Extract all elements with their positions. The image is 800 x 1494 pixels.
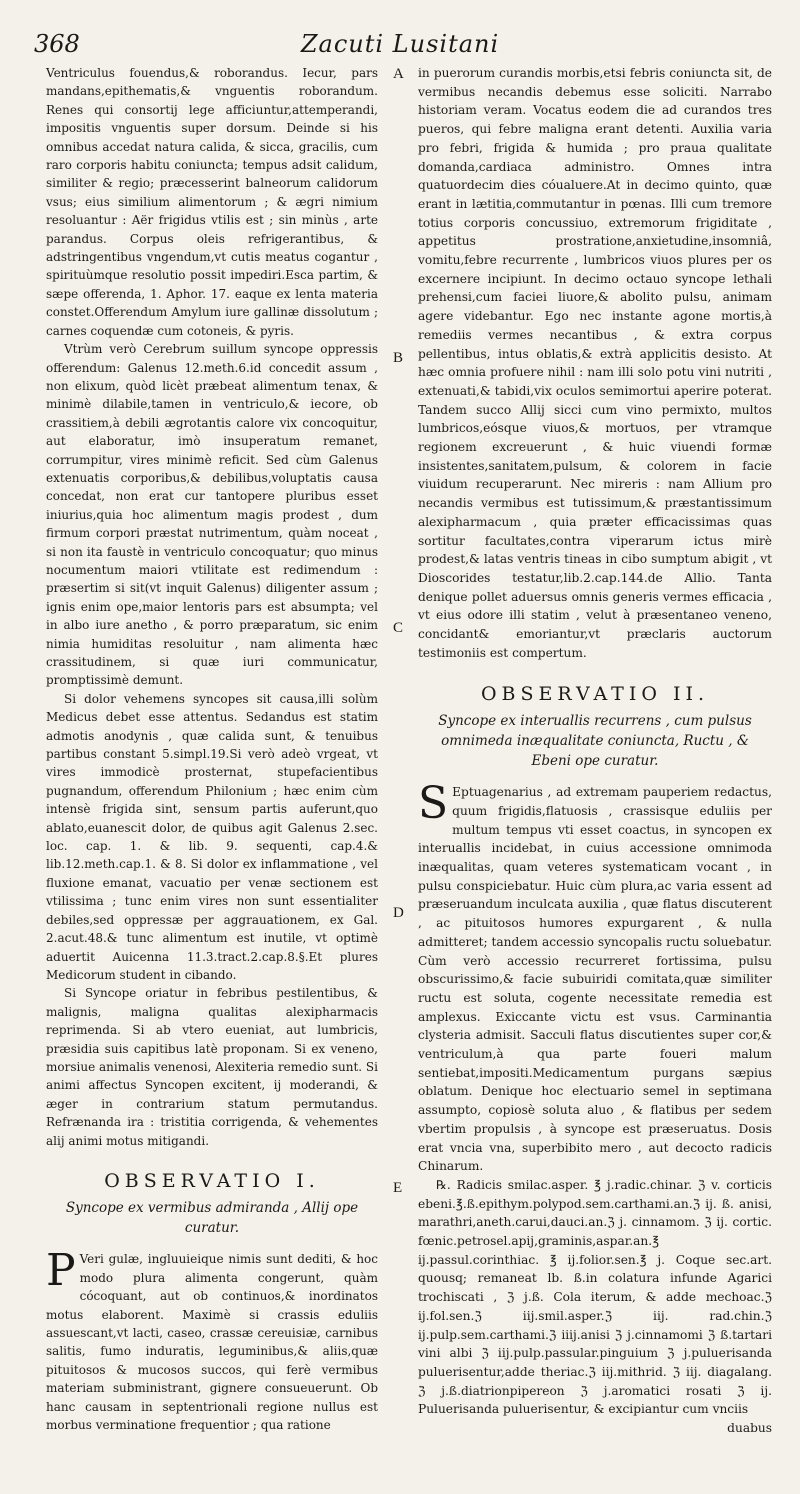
left-column	[46, 64, 378, 1434]
running-title: Zacuti Lusitani	[300, 30, 500, 58]
observatio-2-title: OBSERVATIO II.	[480, 682, 709, 705]
margin-letter: E	[393, 1180, 403, 1196]
page-number: 368	[34, 30, 80, 58]
observatio-1-body	[46, 1245, 378, 1434]
observatio-2-body	[418, 778, 772, 1176]
paragraph: Si dolor vehemens syncopes sit causa,illi solùm Medicus debet esse attentus. Sedandus est statim admotis anodynis , quæ calida sunt, & tenuibus partibus constant 5.simpl.19.Si verò adeò vrgeat, vt vires immodicè prosternat, stupefacientibus pugnandum, offerendum Philonium ; hæc enim cùm intensè frigida sint, sensum partis auferunt,quo ablato,euanescit dolor, de quibus agit Galenus 2.sec. loc. cap. 1. & lib. 9. sequenti, cap.4.& lib.12.meth.cap.1. & 8. Si dolor ex inflammatione , vel fluxione emanat, vacuatio per venæ sectionem est vtilissima ; tunc enim vires non sunt essentialiter debiles,sed oppressæ per aggrauationem, ex Gal. 2.acut.48.& tunc alimentum est inutile, vt optimè aduertit Auicenna 11.3.tract.2.cap.8.§.Et plures Medicorum student in cibando.	[46, 691, 378, 982]
paragraph: Vtrùm verò Cerebrum suillum syncope oppressis offerendum: Galenus 12.meth.6.id concedit assum , non elixum, quòd licèt præbeat alimentum tenax, & minimè dilabile,tamen in ventriculo,& iecore, ob crassitiem,à debili ægrotantis calore vix concoquitur, aut elaboratur, imò insuperatum remanet, corrumpitur, vires minimè reficit. Sed cùm Galenus extenuatis corporibus,& debilibus,voluptatis causa concedat, non erat cur tantopere pluribus esset iniurius,quia hoc alimentum magis prodest , dum firmum corpori præstat nutrimentum, quàm noceat , si non ita faustè in ventriculo concoquatur; quo minus nocumentum maiori vtilitate est redimendum : præsertim si sit(vt inquit Galenus) diligenter assum ; ignis enim ope,maior lentoris pars est absumpta; vel in albo iure anetho , & porro præparatum, sic enim nimia humiditas resoluitur , nam alimenta hæc crassitudinem, si quæ iuri communicatur, promptissimè demunt.	[46, 342, 378, 688]
page-header	[20, 30, 780, 66]
recipe: ℞. Radicis smilac.asper. ℥ j.radic.chinar. ℨ v. corticis ebeni.℥.ß.epithym.polypod.sem.carthami.an.ℨ ij. ß. anisi, marathri,aneth.carui,dauci.an.ℨ j. cinnamom. ℨ ij. cortic. fœnic.petrosel.apij,graminis,aspar.an.℥ ij.passul.corinthiac. ℥ ij.folior.sen.℥ j. Coque sec.art. quousq; remaneat lb. ß.in colatura infunde Agarici trochiscati , ℨ j.ß. Cola iterum, & adde mechoac.ℨ ij.fol.sen.ℨ iij.smil.asper.ℨ iij. rad.chin.ℨ ij.pulp.sem.carthami.ℨ iiij.anisi ℨ j.cinnamomi ℨ ß.tartari vini albi ℨ iij.pulp.passular.pinguium ℨ j.puluerisanda puluerisentur,adde theriac.ℨ iij.mithrid. ℨ iij. diagalang. ℨ j.ß.diatrionpipereon ℨ j.aromatici rosati ℨ ij. Puluerisanda puluerisentur, & excipiantur cum vnciis	[418, 1177, 772, 1417]
drop-cap: S	[418, 778, 449, 830]
margin-letter: C	[393, 620, 404, 636]
observatio-2-text: Eptuagenarius , ad extremam pauperiem redactus, quum frigidis,flatuosis , crassisque eduliis per multum tempus vti esset coactus, in syncopen ex interuallis incidebat, in cuius accessione omnimoda inæqualitas, quam veteres systematicam vocant , in pulsu conspiciebatur. Huic cùm plura,ac varia essent ad præseruandum inculcata auxilia , quæ flatus discuterent , ac pituitosos humores expurgarent , & nulla admitteret; tandem accessio syncopalis ructu soluebatur. Cùm verò accessio recurreret fortissima, pulsu obscurissimo,& facie subuiridi comitata,quæ similiter ructu est soluta, cogente necessitate remedia est amplexus. Exiccante victu est vsus. Carminantia clysteria admisit. Sacculi flatus discutientes super cor,& ventriculum,à qua parte foueri malum sentiebat,impositi.Medicamentum purgans sæpius oblatum. Denique hoc electuario semel in septimana assumpto, copiosè soluta aluo , & flatibus per sedem vbertim propulsis , à syncope est præseruatus. Dosis erat vncia vna, superbibito mero , aut decocto radicis Chinarum.	[418, 785, 772, 1174]
catchword: duabus	[727, 1421, 772, 1436]
paragraph: Ventriculus fouendus,& roborandus. Iecur, pars mandans,epithematis,& vnguentis roborandum. Renes qui consortij lege afficiuntur,attemperandi, impositis vnguentis super dorsum. Deinde si his omnibus accedat natura calida, & sicca, gracilis, cum raro corporis habitu coniuncta; tempus adsit calidum, similiter & regio; præcesserint balneorum calidorum vsus; eius similium alimentorum ; & ægri nimium resoluantur : Aër frigidus vtilis est ; sin minùs , arte parandus. Corpus oleis refrigerantibus, & adstringentibus vngendum,vt cutis meatus cogantur , spirituùmque resolutio possit impediri.Esca partim, & sæpe offerenda, 1. Aphor. 17. eaque ex lenta materia constet.Offerendum Amylum iure gallinæ dissolutum ; carnes coquendæ cum cotoneis, & pyris.	[46, 66, 378, 338]
observatio-1-subtitle: Syncope ex vermibus admiranda , Allij ope curatur.	[65, 1200, 359, 1237]
right-column	[418, 64, 772, 1438]
observatio-1-title: OBSERVATIO I.	[104, 1169, 320, 1192]
observatio-2-subtitle: Syncope ex interuallis recurrens , cum pulsus omnimeda inæqualitate coniuncta, Ructu , & Ebeni ope curatur.	[438, 713, 752, 770]
paragraph: in puerorum curandis morbis,etsi febris coniuncta sit, de vermibus necandis debemus esse soliciti. Narrabo historiam veram. Vocatus eodem die ad curandos tres pueros, qui febre maligna erant detenti. Auxilia varia pro febri, frigida & humida ; pro praua qualitate domanda,cardiaca administro. Omnes intra quatuordecim dies cóualuere.At in decimo quinto, quæ erant in lætitia,commutantur in pœnas. Illi cum tremore totius corporis concussiuo, extremorum frigiditate , appetitus prostratione,anxietudine,insomniâ, vomitu,febre recurrente , lumbricos viuos plures per os excernere incipiunt. In decimo octauo syncope lethali prehensi,cum faciei liuore,& abolito pulsu, animam agere videbantur. Ego nec instante agone mortis,à remediis vermes necantibus , & extra corpus pellentibus, intus oblatis,& extrà applicitis desisto. At hæc omnia profuere nihil : nam illi solo potu vini nutriti , extenuati,& tabidi,vix oculos semimortui aperire poterat. Tandem succo Allij sicci cum vino permixto, multos lumbricos,eósque viuos,& mortuos, per vtramque regionem excreuerunt , & huic viuendi formæ insistentes,sanitatem,pulsum, & colorem in facie viuidum recuperarunt. Nec mireris : nam Allium pro necandis vermibus est tutissimum,& præstantissimum alexipharmacum , quia præter efficacissimas quas sortitur facultates,contra viperarum ictus mirè prodest,& latas ventris tineas in cibo sumptum abigit , vt Dioscorides testatur,lib.2.cap.144.de Allio. Tanta denique pollet aduersus omnis generis vermes efficacia , vt eius odore illi statim , velut à præsentaneo veneno, concidant& emoriantur,vt præclaris auctorum testimoniis est compertum.	[418, 66, 772, 660]
margin-letter: A	[393, 66, 404, 82]
paragraph: Si Syncope oriatur in febribus pestilentibus, & malignis, maligna qualitas alexipharmacis reprimenda. Si ab vtero eueniat, aut lumbricis, præsidia suis capitibus latè proponam. Si ex veneno, morsiue animalis venenosi, Alexiteria remedio sunt. Si animi affectus Syncopen excitent, ij moderandi, & æger in contrarium statum permutandus. Refrænanda ira : tristitia corrigenda, & vehementes alij animi motus mitigandi.	[46, 986, 378, 1148]
margin-letter: D	[393, 905, 404, 921]
observatio-1-text: Veri gulæ, ingluuieique nimis sunt dediti, & hoc modo plura alimenta congerunt, quàm cócoquant, aut ob continuos,& inordinatos motus elaborent. Maximè si crassis eduliis assuescant,vt lacti, caseo, crassæ cereuisiæ, carnibus salitis, fumo induratis, leguminibus,& aliis,quæ pituitosos & mucosos succos, qui ferè vermibus materiam subministrant, gignere consueuerunt. Ob hanc causam in septentrionali regione nullus est morbus verminatione frequentior ; qua ratione	[46, 1252, 378, 1433]
margin-letter: B	[393, 350, 404, 366]
drop-cap: P	[46, 1245, 76, 1297]
